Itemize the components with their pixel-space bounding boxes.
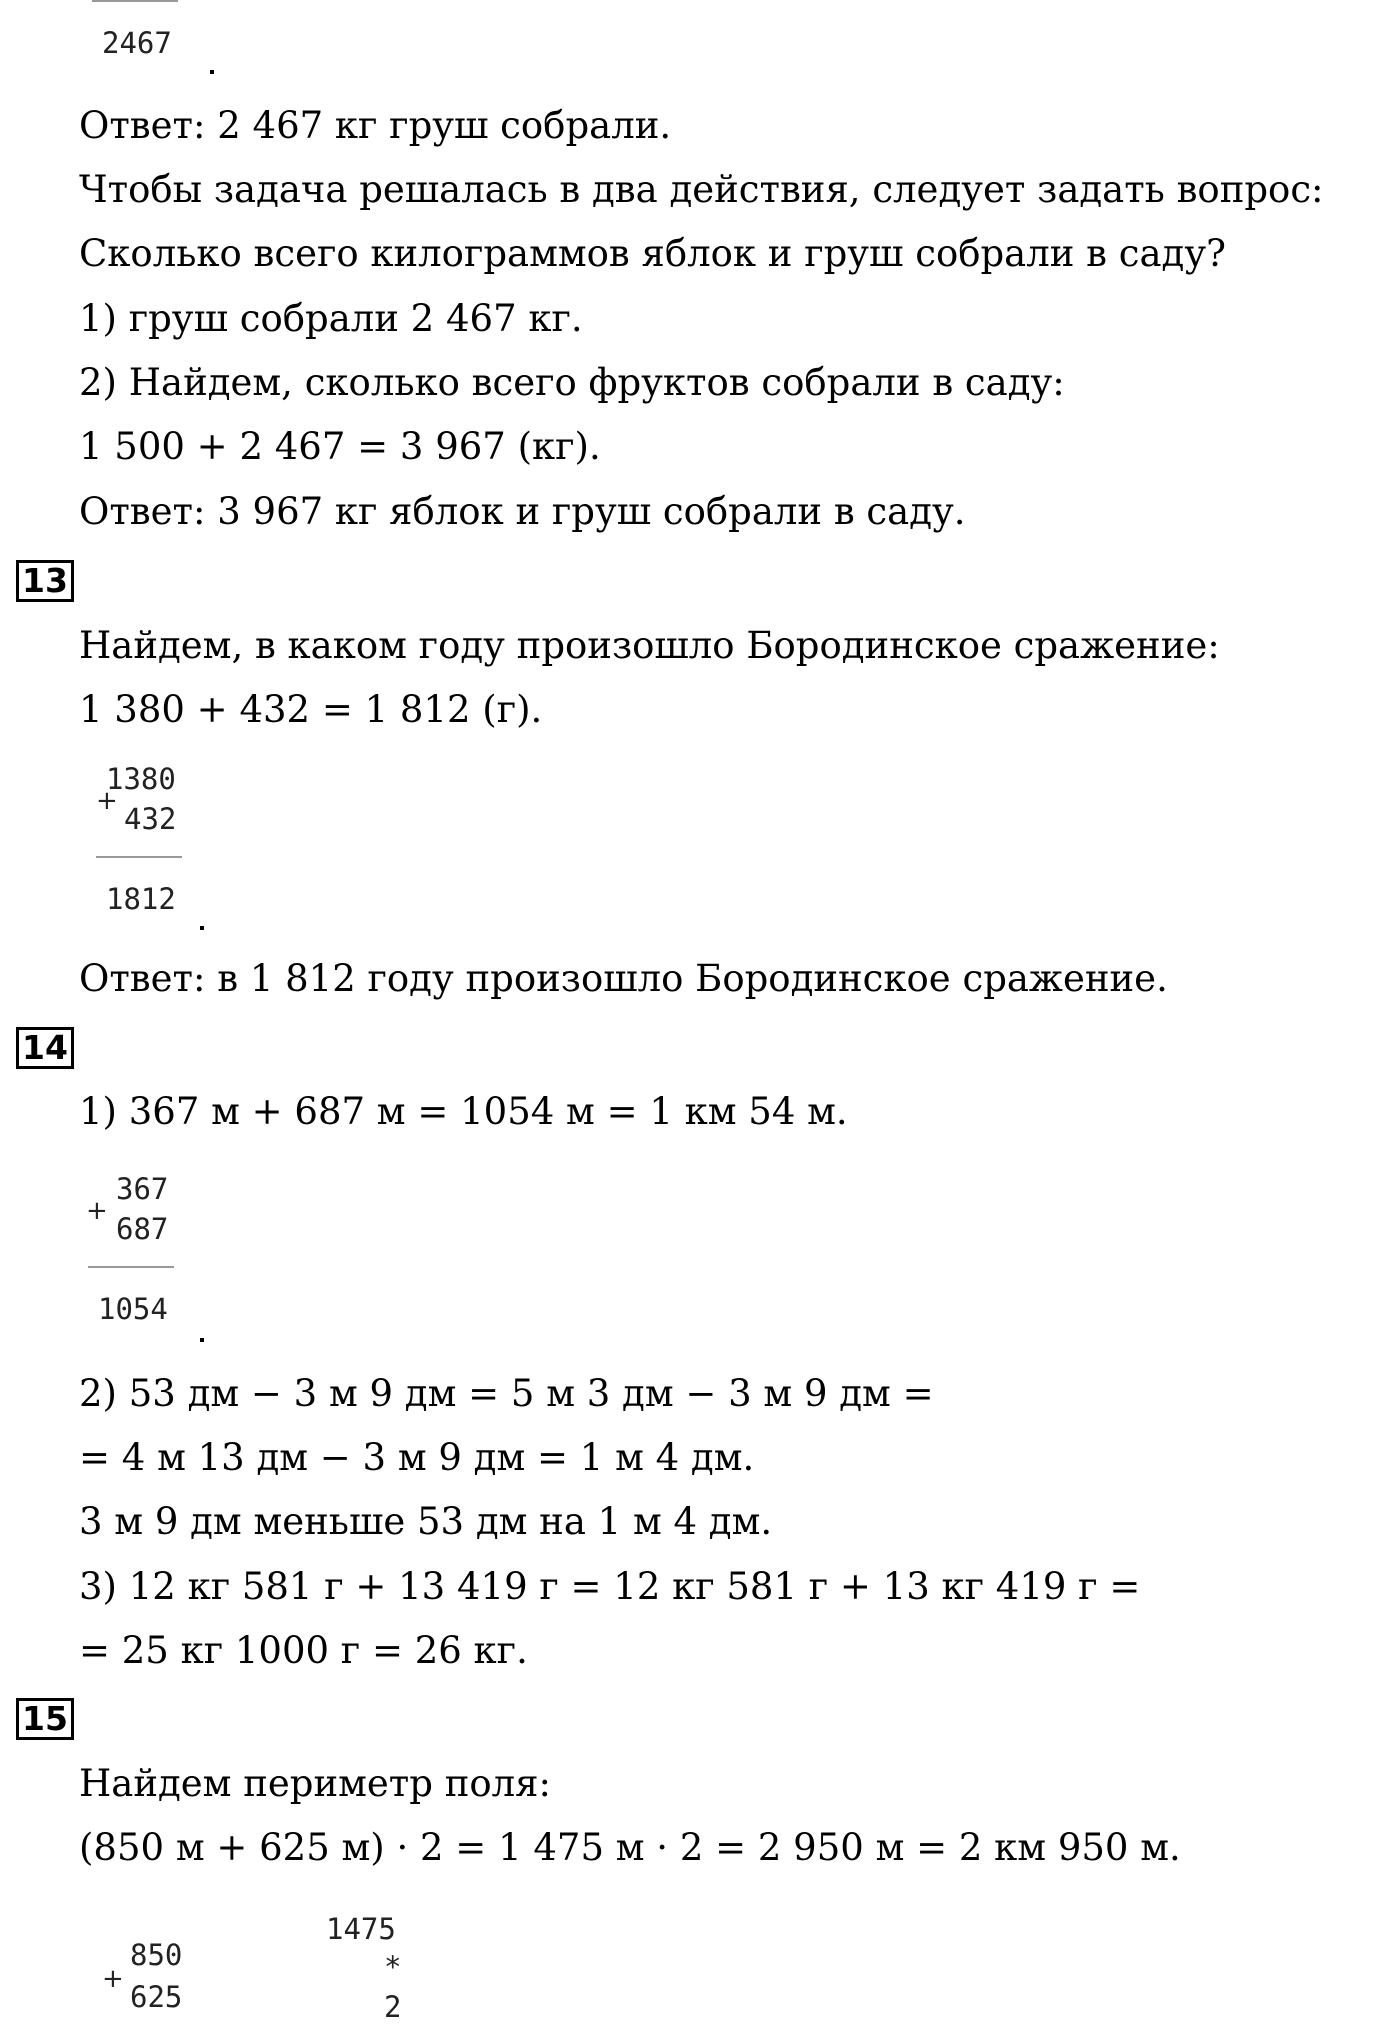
plus-sign: + xyxy=(86,1196,108,1226)
answer-line: Ответ: 3 967 кг яблок и груш собрали в саду. xyxy=(79,490,966,533)
step-line: = 25 кг 1000 г = 26 кг. xyxy=(79,1629,528,1672)
column-rule xyxy=(96,856,182,858)
answer-line: Ответ: 2 467 кг груш собрали. xyxy=(79,104,672,147)
column-factor-2: 2 xyxy=(384,1990,402,2024)
column-rule xyxy=(88,1266,174,1268)
column-factor-1: 1475 xyxy=(326,1912,396,1946)
column-addend-1: 367 xyxy=(116,1172,169,1206)
column-sum: 1054 xyxy=(98,1292,168,1326)
text-line: 3 м 9 дм меньше 53 дм на 1 м 4 дм. xyxy=(79,1500,773,1543)
step-line: 2) Найдем, сколько всего фруктов собрали в саду: xyxy=(79,361,1065,404)
column-addend-2: 687 xyxy=(116,1212,169,1246)
column-addend-1: 850 xyxy=(130,1938,183,1972)
period-mark xyxy=(200,926,204,930)
step-line: 1) 367 м + 687 м = 1054 м = 1 км 54 м. xyxy=(79,1090,848,1133)
column-sum: 1812 xyxy=(106,882,176,916)
equation-line: (850 м + 625 м) · 2 = 1 475 м · 2 = 2 950 м = 2 км 950 м. xyxy=(79,1826,1181,1869)
task-number-15: 15 xyxy=(16,1698,74,1740)
plus-sign: + xyxy=(96,786,118,816)
column-addend-2: 432 xyxy=(124,802,177,836)
plus-sign: + xyxy=(102,1964,124,1994)
column-addend-1: 1380 xyxy=(106,762,176,796)
step-line: 2) 53 дм − 3 м 9 дм = 5 м 3 дм − 3 м 9 дм = xyxy=(79,1372,934,1415)
task-number-13: 13 xyxy=(16,560,74,602)
equation-line: 1 380 + 432 = 1 812 (г). xyxy=(79,688,543,731)
equation-line: 1 500 + 2 467 = 3 967 (кг). xyxy=(79,425,601,468)
text-line: Найдем периметр поля: xyxy=(79,1762,551,1805)
column-rule xyxy=(92,0,178,2)
question-line: Сколько всего килограммов яблок и груш собрали в саду? xyxy=(79,232,1226,275)
text-line: Найдем, в каком году произошло Бородинское сражение: xyxy=(79,624,1220,667)
step-line: = 4 м 13 дм − 3 м 9 дм = 1 м 4 дм. xyxy=(79,1436,755,1479)
step-line: 3) 12 кг 581 г + 13 419 г = 12 кг 581 г + 13 кг 419 г = xyxy=(79,1565,1141,1608)
text-line: Чтобы задача решалась в два действия, следует задать вопрос: xyxy=(79,168,1324,211)
column-result: 2467 xyxy=(102,26,172,60)
multiply-sign: * xyxy=(384,1950,402,1984)
task-number-14: 14 xyxy=(16,1027,74,1069)
period-mark xyxy=(200,1338,204,1342)
answer-line: Ответ: в 1 812 году произошло Бородинское сражение. xyxy=(79,957,1168,1000)
step-line: 1) груш собрали 2 467 кг. xyxy=(79,297,583,340)
period-mark xyxy=(210,70,214,74)
column-addend-2: 625 xyxy=(130,1980,183,2014)
